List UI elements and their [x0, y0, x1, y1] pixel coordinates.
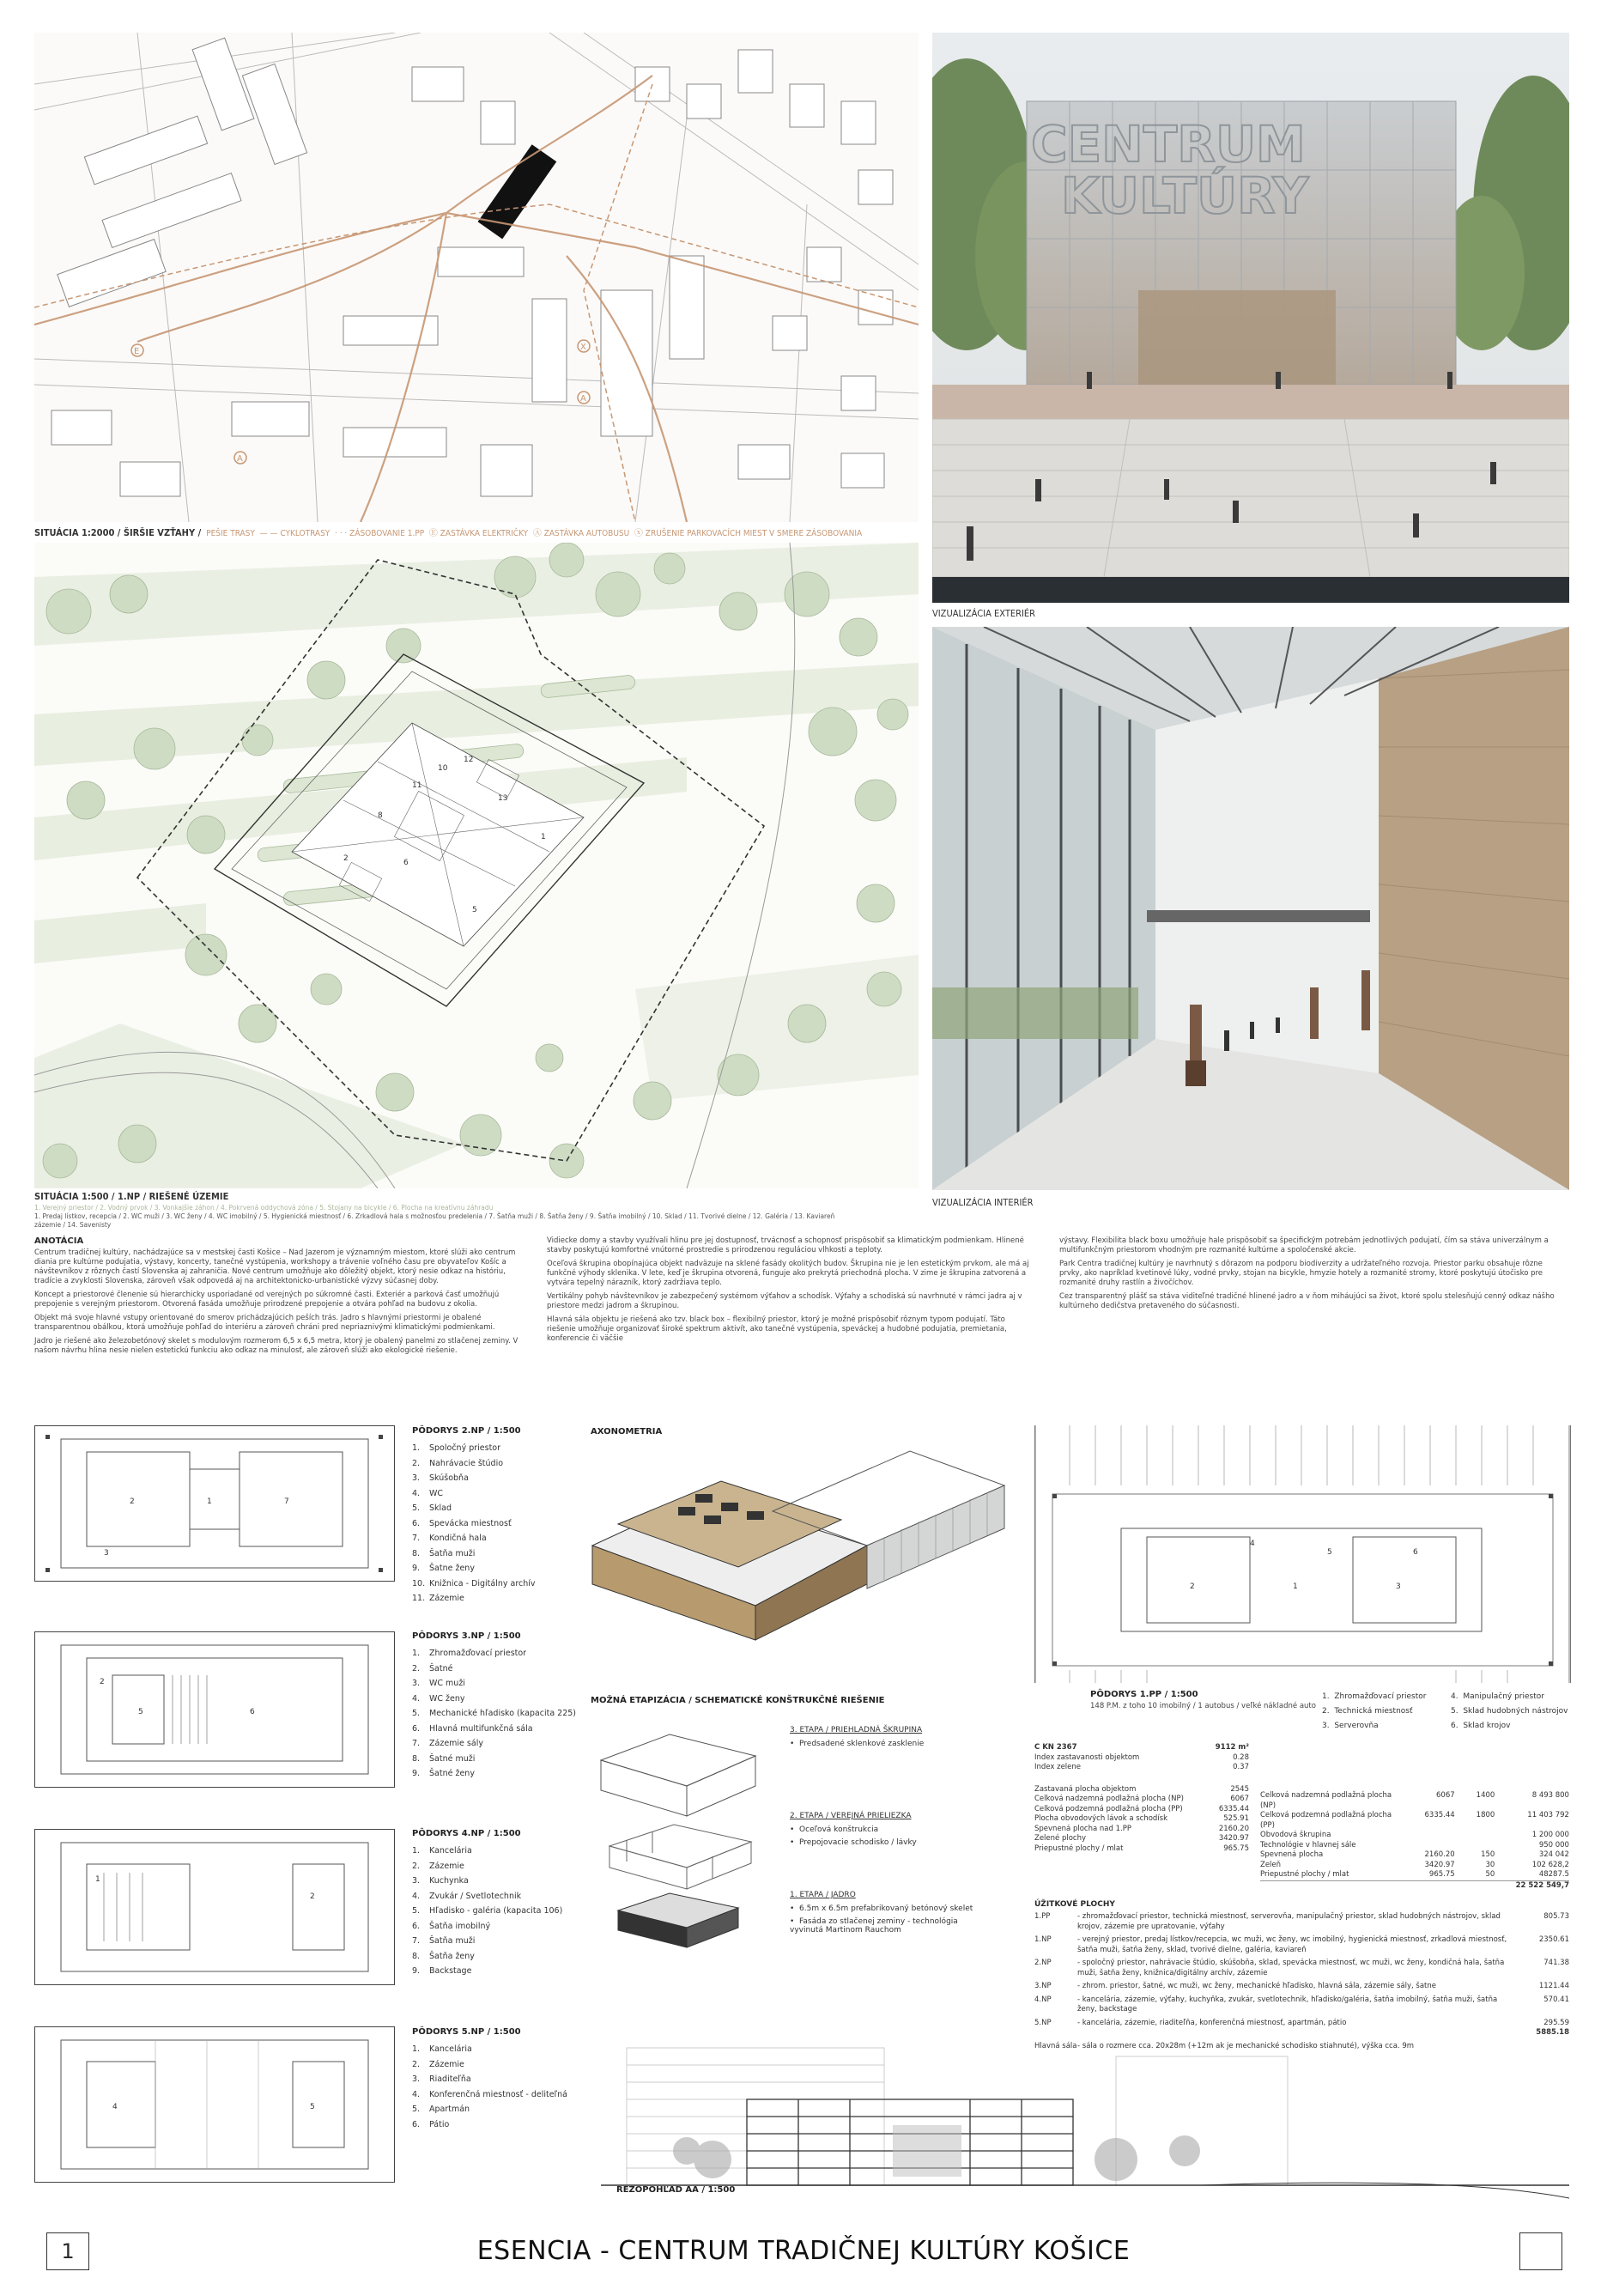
- room-item: 5. Mechanické hľadisko (kapacita 225): [412, 1709, 577, 1718]
- sheet-title: ESENCIA - CENTRUM TRADIČNEJ KULTÚRY KOŠICE: [476, 2236, 1131, 2266]
- annotation-col3-p2: Park Centra tradičnej kultúry je navrhnutý s dôrazom na podporu biodiverzity a udržateľného rozvoja. Priestor parku obsahuje rôzne prvky, ako napríklad kvetinové lúky, vodné prvky, stojan na bicykle, hmyzie hotely a rozmanité stromy, ktoré poskytujú útočisko pre rozmanité druhy rastlín a živočíchov.: [1059, 1260, 1543, 1287]
- stats-right: [1260, 1791, 1569, 1891]
- svg-text:8: 8: [378, 811, 383, 820]
- plan-3np-title: PÔDORYS 3.NP / 1:500: [412, 1631, 521, 1641]
- etapization-drawing: [592, 1717, 764, 1949]
- room-item: 4. Konferenčná miestnosť - deliteľná: [412, 2089, 567, 2099]
- basement-legend-item: 5. Sklad hudobných nástrojov: [1451, 1707, 1568, 1716]
- basement-legend-item: 1. Zhromažďovací priestor: [1322, 1692, 1427, 1701]
- plan-3np-drawing: [34, 1631, 395, 1788]
- legend-tram: ZASTÁVKA ELEKTRIČKY: [440, 529, 529, 538]
- basement-legend: [1322, 1690, 1571, 1734]
- annotation-col1: [34, 1248, 524, 1356]
- room-item: 7. Zázemie sály: [412, 1739, 483, 1748]
- room-item: 3. Skúšobňa: [412, 1473, 469, 1483]
- legend-bus: ZASTÁVKA AUTOBUSU: [543, 529, 630, 538]
- room-item: 3. Kuchynka: [412, 1876, 469, 1886]
- useful-row: 1.NP - verejný priestor, predaj lístkov/recepcia, wc muži, wc ženy, wc imobilný, hygienická miestnosť, zrkadlová miestnosť, šatňa muži, šatňa ženy, sklad, tvorivé dielne, galéria, kaviareň 2350.61: [1034, 1935, 1569, 1954]
- room-item: 3. Riaditeľňa: [412, 2074, 471, 2084]
- stage-1-item: • Fasáda zo stlačenej zeminy - technológia vyvinutá Martinom Rauchom: [790, 1917, 958, 1935]
- svg-text:5: 5: [1327, 1548, 1332, 1557]
- room-item: 1. Kancelária: [412, 1846, 472, 1856]
- legend-bike: CYKLOTRASY: [280, 529, 330, 538]
- room-item: 4. WC ženy: [412, 1693, 465, 1704]
- facade-sign-line1: CENTRUM: [1031, 115, 1306, 173]
- legend-parking: ZRUŠENIE PARKOVACÍCH MIEST V SMERE ZÁSOBOVANIA: [645, 529, 863, 538]
- situation-2000-map: [34, 33, 919, 522]
- situation-500-legend-line1: 1. Verejný priestor / 2. Vodný prvok / 3. Vonkajšie záhon / 4. Pokrvená oddychová zóna / 5. Stojany na bicykle / 6. Plocha na kreatívnu záhradu: [34, 1204, 494, 1212]
- svg-text:6: 6: [1413, 1548, 1418, 1557]
- useful-row: 1.PP - zhromažďovací priestor, technická miestnosť, serverovňa, manipulačný priestor, sklad hudobných nástrojov, sklad krojov, zázemie pre upratovanie, výťahy 805.73: [1034, 1912, 1569, 1931]
- stats-row: Spevnená plocha nad 1.PP 2160.20: [1034, 1824, 1249, 1833]
- plan-2np-title: PÔDORYS 2.NP / 1:500: [412, 1426, 521, 1436]
- basement-title: PÔDORYS 1.PP / 1:500: [1090, 1690, 1198, 1699]
- basement-plan-drawing: [1034, 1425, 1571, 1683]
- annotation-col1-p4: Jadro je riešené ako železobetónový skelet s modulovým rozmerom 6,5 x 6,5 metra, ktorý je obalený panelmi zo stlačenej zeminy. V našom návrhu hlina nesie nielen estetickú funkciu ako odkaz na minulosť, ale zároveň slúži ako ekologické riešenie.: [34, 1337, 518, 1355]
- situation-500-legend: [34, 1204, 919, 1230]
- annotation-heading: ANOTÁCIA: [34, 1236, 84, 1246]
- stage-2-item: • Prepojovacie schodisko / lávky: [790, 1838, 917, 1847]
- room-item: 7. Kondičná hala: [412, 1534, 487, 1543]
- svg-text:6: 6: [250, 1708, 255, 1716]
- room-item: 1. Kancelária: [412, 2044, 472, 2054]
- svg-text:1: 1: [541, 833, 546, 841]
- interior-render: [932, 627, 1569, 1190]
- svg-text:5: 5: [138, 1708, 143, 1716]
- section-title: REZOPOHĽAD AA / 1:500: [616, 2185, 736, 2195]
- room-item: 1. Zhromažďovací priestor: [412, 1649, 527, 1658]
- exterior-caption: VIZUALIZÁCIA EXTERIÉR: [932, 608, 1036, 619]
- situation-2000-caption: SITUÁCIA 1:2000 / ŠIRŠIE VZŤAHY / PEŠIE TRASY — — CYKLOTRASY · · · ZÁSOBOVANIE 1.PP Ⓔ ZASTÁVKA ELEKTRIČKY Ⓐ ZASTÁVKA AUTOBUSU ⓧ ZRUŠENIE PARKOVACÍCH MIEST V SMERE ZÁSOBOVANIA: [34, 527, 863, 538]
- stats-row: Index zastavanosti objektom 0.28: [1034, 1752, 1249, 1762]
- useful-total: 5885.18: [1536, 2028, 1569, 2037]
- situation-500-legend-line2: 1. Predaj lístkov, recepcia / 2. WC muži / 3. WC ženy / 4. WC imobilný / 5. Hygienická miestnosť / 6. Zrkadlová hala s možnosťou predelenia / 7. Šatňa muži / 8. Šatňa ženy / 9. Šatňa imobilný / 10. Sklad / 11. Tvorivé dielne / 12. Galéria / 13. Kaviareň: [34, 1212, 835, 1220]
- footer-corner-box: [1519, 2232, 1562, 2270]
- plan-4np-drawing: [34, 1829, 395, 1985]
- room-item: 9. Šatne ženy: [412, 1564, 475, 1573]
- svg-text:2: 2: [310, 1892, 315, 1901]
- situation-2000-drawing: [34, 33, 919, 522]
- stats-row: Plocha obvodových lávok a schodísk 525.91: [1034, 1814, 1249, 1823]
- stage-3: [790, 1726, 924, 1748]
- situation-500-title: SITUÁCIA 1:500 / 1.NP / RIEŠENÉ ÚZEMIE: [34, 1191, 229, 1202]
- svg-text:6: 6: [403, 859, 409, 867]
- svg-text:4: 4: [112, 2103, 118, 2111]
- room-item: 2. Šatné: [412, 1663, 453, 1673]
- stage-1-item: • 6.5m x 6.5m prefabrikovaný betónový skelet: [790, 1904, 973, 1913]
- annotation-col2-p3: Vertikálny pohyb návštevníkov je zabezpečený systémom výťahov a schodísk. Výťahy a schodiská sú navrhnuté v rámci jadra aj v priestore medzi jadrom a škrupinou.: [547, 1292, 1022, 1310]
- situation-2000-title: SITUÁCIA 1:2000 / ŠIRŠIE VZŤAHY /: [34, 527, 202, 538]
- plan-2np-rooms: [412, 1441, 536, 1607]
- basement-legend-item: 3. Serverovňa: [1322, 1722, 1379, 1730]
- stats-left: [1034, 1743, 1249, 1854]
- room-item: 6. Hlavná multifunkčná sála: [412, 1723, 533, 1734]
- useful-row: 4.NP - kancelária, zázemie, výťahy, kuchyňka, zvukár, svetlotechnik, hľadisko/galéria, šatňa imobilný, šatňa muži, šatňa ženy, backstage 570.41: [1034, 1995, 1569, 2014]
- situation-500-map: [34, 543, 919, 1188]
- svg-text:2: 2: [100, 1678, 105, 1686]
- cost-row: Priepustné plochy / mlat 965.75 50 48287.5: [1260, 1870, 1569, 1879]
- stats-row: Celková nadzemná podlažná plocha (NP) 6067: [1034, 1795, 1249, 1803]
- svg-text:12: 12: [464, 756, 474, 764]
- svg-text:13: 13: [498, 794, 508, 803]
- annotation-col2-p1: Vidiecke domy a stavby využívali hlinu pre jej dostupnosť, trvácnosť a schopnosť prispôsobiť sa klimatickým podmienkam. Hlinené stavby poskytujú komfortné vnútorné prostredie s prirodzenou reguláciou vlhkosti a teploty.: [547, 1236, 1024, 1254]
- plan-2np-drawing: [34, 1425, 395, 1582]
- svg-text:1: 1: [1293, 1582, 1298, 1591]
- cost-row: Obvodová škrupina 1 200 000: [1260, 1831, 1569, 1839]
- annotation-col2: [547, 1236, 1036, 1344]
- svg-text:2: 2: [1190, 1582, 1195, 1591]
- useful-heading: ÚŽITKOVÉ PLOCHY: [1034, 1900, 1115, 1909]
- annotation-col3-p1: výstavy. Flexibilita black boxu umožňuje hale prispôsobiť sa špecifickým potrebám jednotlivých podujatí, čím sa stáva univerzálnym a multifunkčným priestorom vhodným pre rozmanité kultúrne a spoločenské akcie.: [1059, 1236, 1549, 1254]
- plan-4np-rooms: [412, 1843, 562, 1979]
- stage-2: [790, 1812, 917, 1847]
- cost-row: Technológie v hlavnej sále 950 000: [1260, 1840, 1569, 1850]
- annotation-col2-p4: Hlavná sála objektu je riešená ako tzv. black box – flexibilný priestor, ktorý je možné prispôsobiť rôznym typom podujatí. Táto riešenie umožňuje organizovať široké spektrum aktivít, ako tanečné vystúpenia, speváckej a hudobné podujatia, premietania, konferencie či väčšie: [547, 1315, 1007, 1343]
- room-item: 7. Šatňa muži: [412, 1936, 476, 1946]
- useful-row: 2.NP - spoločný priestor, nahrávacie štúdio, skúšobňa, sklad, spevácka miestnosť, wc muži, wc ženy, kondičná hala, šatňa muži, šatňa ženy, knižnica/digitálny archív, zázemie 741.38: [1034, 1959, 1569, 1977]
- annotation-section: [34, 1236, 1569, 1391]
- legend-supply: ZÁSOBOVANIE 1.PP: [349, 529, 425, 538]
- room-item: 4. WC: [412, 1488, 444, 1498]
- cost-row: Celková nadzemná podlažná plocha (NP) 6067 1400 8 493 800: [1260, 1791, 1569, 1810]
- stage-3-title: 3. ETAPA / PRIEHLADNÁ ŠKRUPINA: [790, 1726, 923, 1734]
- plan-3np-rooms: [412, 1646, 576, 1782]
- room-item: 3. WC muži: [412, 1679, 465, 1688]
- room-item: 11. Zázemie: [412, 1594, 464, 1603]
- axonometry-title: AXONOMETRIA: [591, 1427, 663, 1437]
- stage-3-item: • Predsadené sklenkové zasklenie: [790, 1740, 925, 1748]
- room-item: 8. Šatňa muži: [412, 1548, 476, 1558]
- stage-2-item: • Oceľová konštrukcia: [790, 1825, 879, 1834]
- plan-5np-rooms: [412, 2042, 567, 2132]
- situation-500-drawing: [34, 543, 919, 1188]
- cost-row: Spevnená plocha 2160.20 150 324 042: [1260, 1850, 1569, 1859]
- room-item: 2. Zázemie: [412, 1861, 464, 1871]
- useful-areas: [1034, 1900, 1569, 2051]
- page-number: 1: [61, 2239, 75, 2263]
- svg-text:2: 2: [130, 1497, 135, 1506]
- svg-text:A: A: [580, 394, 586, 404]
- svg-text:4: 4: [1250, 1540, 1255, 1548]
- stats-row: Index zelene 0.37: [1034, 1763, 1249, 1771]
- room-item: 2. Zázemie: [412, 2059, 464, 2069]
- annotation-col3-p3: Cez transparentný plášť sa stáva viditeľné tradičné hlinené jadro a v ňom miháujúci sa život, ktoré spolu stelesňujú cenný odkaz nášho kultúrneho dedičstva pretaveného do súčasnosti.: [1059, 1292, 1555, 1310]
- svg-text:1: 1: [95, 1875, 100, 1884]
- room-item: 8. Šatné muži: [412, 1753, 476, 1764]
- room-item: 5. Sklad: [412, 1503, 452, 1513]
- svg-text:3: 3: [104, 1549, 109, 1558]
- room-item: 5. Apartmán: [412, 2105, 470, 2114]
- room-item: 6. Šatňa imobilný: [412, 1921, 491, 1931]
- svg-text:5: 5: [310, 2103, 315, 2111]
- cost-row: Celková podzemná podlažná plocha (PP) 6335.44 1800 11 403 792: [1260, 1811, 1569, 1830]
- svg-text:5: 5: [472, 906, 477, 914]
- stats-row: Zastavaná plocha objektom 2545: [1034, 1784, 1249, 1794]
- basement-legend-item: 6. Sklad krojov: [1451, 1722, 1511, 1730]
- section-elevation: [601, 2031, 1569, 2202]
- room-item: 8. Šatňa ženy: [412, 1951, 475, 1961]
- useful-row: 5.NP - kancelária, zázemie, riaditeľňa, konferenčná miestnosť, apartmán, pátio 295.59: [1034, 2018, 1569, 2027]
- stage-1-title: 1. ETAPA / JADRO: [790, 1891, 856, 1899]
- legend-pedestrian: PEŠIE TRASY: [206, 529, 255, 538]
- annotation-col2-p2: Oceľová škrupina obopínajúca objekt nadväzuje na sklené fasády okolitých budov. Škrupina nie je len estetickým prvkom, ale má aj funkčné výhody sklenika. V lete, keď je škrupina otvorená, funguje ako prekrytá priechodná plocha. V zime je škrupina zatvorená a vytvára tepelný nárazník, ktorý zadržiava teplo.: [547, 1260, 1029, 1287]
- room-item: 9. Backstage: [412, 1966, 472, 1976]
- exterior-render: [932, 33, 1569, 603]
- svg-text:E: E: [134, 347, 140, 356]
- svg-text:A: A: [237, 454, 243, 464]
- annotation-col1-p2: Koncept a priestorové členenie sú hierarchicky usporiadané od verejných po súkromné časti. Exteriér a parková časť umožňujú prepojenie s verejným priestorom. Otvorená fasáda umožňuje prirodzené prepojenie a otvára pohľad na budovu z okolia.: [34, 1291, 500, 1309]
- svg-text:X: X: [580, 343, 586, 352]
- interior-visualization: [932, 627, 1569, 1190]
- exterior-visualization: [932, 33, 1569, 603]
- stats-row: C KN 2367 9112 m²: [1034, 1743, 1249, 1752]
- svg-text:2: 2: [343, 854, 349, 863]
- stats-row: Priepustné plochy / mlat 965.75: [1034, 1843, 1249, 1853]
- cost-row: Zeleň 3420.97 30 102 628,2: [1260, 1860, 1569, 1869]
- svg-text:3: 3: [1396, 1582, 1401, 1591]
- plan-5np-drawing: [34, 2026, 395, 2183]
- room-item: 5. Hľadisko - galéria (kapacita 106): [412, 1906, 563, 1916]
- annotation-col1-p3: Objekt má svoje hlavné vstupy orientované do smerov prichádzajúcich peších trás. Jadro s hlavnými priestormi je obalené transparentnou obálkou, ktorá umožňuje pohľad do interiéru a zároveň chráni pred nepriaznivými klimatickými podmienkami.: [34, 1314, 495, 1332]
- basement-legend-item: 4. Manipulačný priestor: [1451, 1692, 1544, 1701]
- plan-5np-title: PÔDORYS 5.NP / 1:500: [412, 2027, 521, 2037]
- etapization-title: MOŽNÁ ETAPIZÁCIA / SCHEMATICKÉ KONŠTRUKČNÉ RIEŠENIE: [591, 1696, 885, 1705]
- svg-text:1: 1: [207, 1497, 212, 1506]
- useful-row: Hlavná sála - sála o rozmere cca. 20x28m (+12m ak je mechanické schodisko stiahnuté), výška cca. 9m: [1034, 2041, 1415, 2050]
- basement-legend-item: 2. Technická miestnosť: [1322, 1707, 1413, 1716]
- room-item: 9. Šatné ženy: [412, 1769, 475, 1778]
- stage-2-title: 2. ETAPA / VEREJNÁ PRIELIEZKA: [790, 1812, 912, 1820]
- axonometry-drawing: [584, 1443, 1013, 1644]
- annotation-col3: [1059, 1236, 1557, 1311]
- stage-1: [790, 1891, 987, 1935]
- interior-caption: VIZUALIZÁCIA INTERIÉR: [932, 1197, 1034, 1208]
- svg-text:11: 11: [412, 781, 422, 790]
- basement-subtitle: 148 P.M. z toho 10 imobilný / 1 autobus / veľké nákladné auto: [1090, 1702, 1316, 1710]
- room-item: 10. Knižnica - Digitálny archív: [412, 1578, 536, 1588]
- room-item: 2. Nahrávacie štúdio: [412, 1458, 504, 1468]
- stats-row: Celková podzemná podlažná plocha (PP) 6335.44: [1034, 1804, 1249, 1813]
- room-item: 6. Pátio: [412, 2119, 450, 2129]
- situation-500-legend-line3: zázemie / 14. Savenisty: [34, 1221, 112, 1229]
- svg-text:7: 7: [284, 1497, 289, 1506]
- room-item: 6. Spevácka miestnosť: [412, 1518, 512, 1528]
- room-item: 1. Spoločný priestor: [412, 1443, 501, 1453]
- plan-4np-title: PÔDORYS 4.NP / 1:500: [412, 1829, 521, 1838]
- situation-500-caption: [34, 1191, 919, 1202]
- stats-row: Zelené plochy 3420.97: [1034, 1834, 1249, 1843]
- facade-sign-line2: KULTÚRY: [1061, 167, 1309, 225]
- annotation-col1-p1: Centrum tradičnej kultúry, nachádzajúce sa v mestskej časti Košice – Nad Jazerom je významným miestom, ktoré slúži ako centrum diania pre kultúrne podujatia, výstavy, koncerty, tanečné vystúpenia, workshopy a trávenie voľného času pre obyvateľov Košíc a návštevníkov z rôznych častí Slovenska aj zahraničia. Nové centrum umožňuje ako dôležitý objekt, ktorý nesie odkaz na históriu, tradície a zvyklosti Slovenska, zároveň však odpovedá aj na architektonicko-urbanistické výzvy súčasnej doby.: [34, 1248, 516, 1285]
- svg-text:10: 10: [438, 764, 448, 773]
- useful-row: 3.NP - zhrom. priestor, šatné, wc muži, wc ženy, mechanické hľadisko, hlavná sála, zázemie sály, šatne 1121.44: [1034, 1982, 1569, 1990]
- room-item: 4. Zvukár / Svetlotechnik: [412, 1891, 522, 1901]
- cost-total: 22 522 549,7: [1260, 1880, 1569, 1892]
